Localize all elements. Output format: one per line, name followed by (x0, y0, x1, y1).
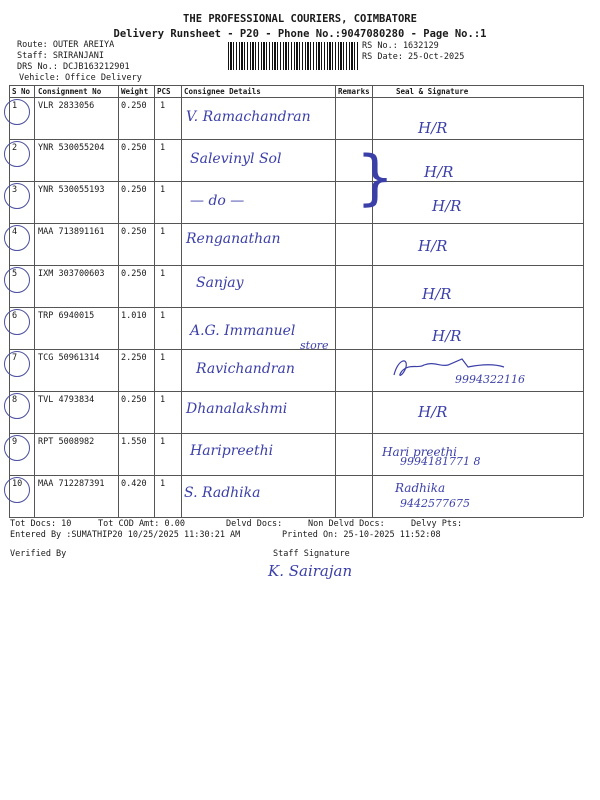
table-rule (181, 85, 182, 517)
non-delivered-docs: Non Delvd Docs: (308, 519, 385, 529)
table-rule (9, 391, 583, 392)
serial-number: 7 (12, 353, 18, 363)
weight-value: 0.250 (121, 395, 147, 405)
serial-number: 8 (12, 395, 18, 405)
handwritten-note: 9994181771 8 (400, 455, 481, 468)
handwritten-note: 9442577675 (400, 497, 470, 510)
consignment-number: TVL 4793834 (38, 395, 95, 405)
pieces-value: 1 (160, 143, 166, 153)
consignment-number: TRP 6940015 (38, 311, 95, 321)
table-rule (9, 97, 583, 98)
bracket-mark: } (356, 143, 395, 213)
table-rule (9, 139, 583, 140)
weight-value: 2.250 (121, 353, 147, 363)
column-header: Consignee Details (184, 87, 261, 96)
seal-signature: Hari preethi (382, 445, 458, 459)
table-rule (154, 85, 155, 517)
consignee-name: S. Radhika (184, 485, 261, 501)
vehicle-label: Vehicle: Office Delivery (19, 73, 142, 83)
consignee-name: A.G. Immanuel (190, 323, 296, 339)
consignee-name: Renganathan (186, 231, 281, 247)
handwritten-note: store (300, 339, 329, 352)
column-header: PCS (157, 87, 171, 96)
pieces-value: 1 (160, 437, 166, 447)
consignment-number: TCG 50961314 (38, 353, 100, 363)
seal-signature: H/R (424, 163, 454, 181)
pieces-value: 1 (160, 311, 166, 321)
rs-date: RS Date: 25-Oct-2025 (362, 52, 465, 62)
column-header: Consignment No (38, 87, 102, 96)
route-label: Route: OUTER AREIYA (17, 40, 115, 50)
seal-signature: H/R (418, 119, 448, 137)
column-header: Weight (121, 87, 149, 96)
consignment-number: MAA 713891161 (38, 227, 105, 237)
serial-number: 1 (12, 101, 18, 111)
consignment-number: YNR 530055193 (38, 185, 105, 195)
table-rule (583, 85, 584, 517)
serial-number: 3 (12, 185, 18, 195)
serial-number: 5 (12, 269, 18, 279)
weight-value: 0.250 (121, 101, 147, 111)
weight-value: 0.420 (121, 479, 147, 489)
total-cod: Tot COD Amt: 0.00 (98, 519, 185, 529)
consignment-number: MAA 712287391 (38, 479, 105, 489)
serial-number: 10 (12, 479, 23, 489)
signature-scribble (388, 353, 508, 383)
table-rule (34, 85, 35, 517)
table-rule (9, 181, 583, 182)
consignee-name: Ravichandran (196, 361, 295, 377)
consignee-name: V. Ramachandran (186, 109, 311, 125)
seal-signature: H/R (432, 327, 462, 345)
consignee-name: — do — (190, 193, 245, 209)
table-rule (9, 433, 583, 434)
seal-signature: H/R (418, 237, 448, 255)
verified-by: Verified By (10, 549, 67, 559)
weight-value: 0.250 (121, 185, 147, 195)
printed-on: Printed On: 25-10-2025 11:52:08 (282, 530, 441, 540)
consignee-name: Dhanalakshmi (186, 401, 288, 417)
serial-number: 4 (12, 227, 18, 237)
seal-signature: H/R (418, 403, 448, 421)
runsheet-title: Delivery Runsheet - P20 - Phone No.:9047080280 - Page No.:1 (113, 28, 487, 40)
seal-signature: H/R (422, 285, 452, 303)
table-rule (9, 517, 583, 518)
company-title: THE PROFESSIONAL COURIERS, COIMBATORE (183, 13, 417, 25)
column-header: Seal & Signature (396, 87, 469, 96)
table-rule (9, 307, 583, 308)
delivery-points: Delvy Pts: (411, 519, 463, 529)
consignment-number: RPT 5008982 (38, 437, 95, 447)
seal-signature: Radhika (395, 481, 446, 495)
column-header: Remarks (338, 87, 370, 96)
staff-signature-label: Staff Signature (273, 549, 350, 559)
serial-number: 9 (12, 437, 18, 447)
table-rule (9, 223, 583, 224)
table-rule (118, 85, 119, 517)
consignment-number: YNR 530055204 (38, 143, 105, 153)
pieces-value: 1 (160, 395, 166, 405)
table-rule (335, 85, 336, 517)
staff-signature: K. Sairajan (268, 562, 353, 580)
delivered-docs: Delvd Docs: (226, 519, 283, 529)
seal-signature: H/R (432, 197, 462, 215)
column-header: S No (12, 87, 31, 96)
pieces-value: 1 (160, 479, 166, 489)
pieces-value: 1 (160, 269, 166, 279)
weight-value: 0.250 (121, 269, 147, 279)
table-rule (9, 85, 583, 86)
table-rule (9, 475, 583, 476)
weight-value: 0.250 (121, 227, 147, 237)
table-rule (9, 349, 583, 350)
weight-value: 0.250 (121, 143, 147, 153)
serial-number: 2 (12, 143, 18, 153)
pieces-value: 1 (160, 185, 166, 195)
consignee-name: Sanjay (196, 275, 244, 291)
pieces-value: 1 (160, 101, 166, 111)
serial-number: 6 (12, 311, 18, 321)
pieces-value: 1 (160, 227, 166, 237)
consignment-number: VLR 2833056 (38, 101, 95, 111)
total-docs: Tot Docs: 10 (10, 519, 72, 529)
weight-value: 1.010 (121, 311, 147, 321)
consignee-name: Salevinyl Sol (190, 151, 282, 167)
weight-value: 1.550 (121, 437, 147, 447)
staff-label: Staff: SRIRANJANI (17, 51, 104, 61)
consignee-name: Haripreethi (190, 443, 274, 459)
pieces-value: 1 (160, 353, 166, 363)
consignment-number: IXM 303700603 (38, 269, 105, 279)
handwritten-note: 9994322116 (455, 373, 525, 386)
drs-label: DRS No.: DCJB163212901 (17, 62, 130, 72)
table-rule (9, 265, 583, 266)
rs-number: RS No.: 1632129 (362, 41, 439, 51)
entered-by: Entered By :SUMATHIP20 10/25/2025 11:30:21 AM (10, 530, 241, 540)
